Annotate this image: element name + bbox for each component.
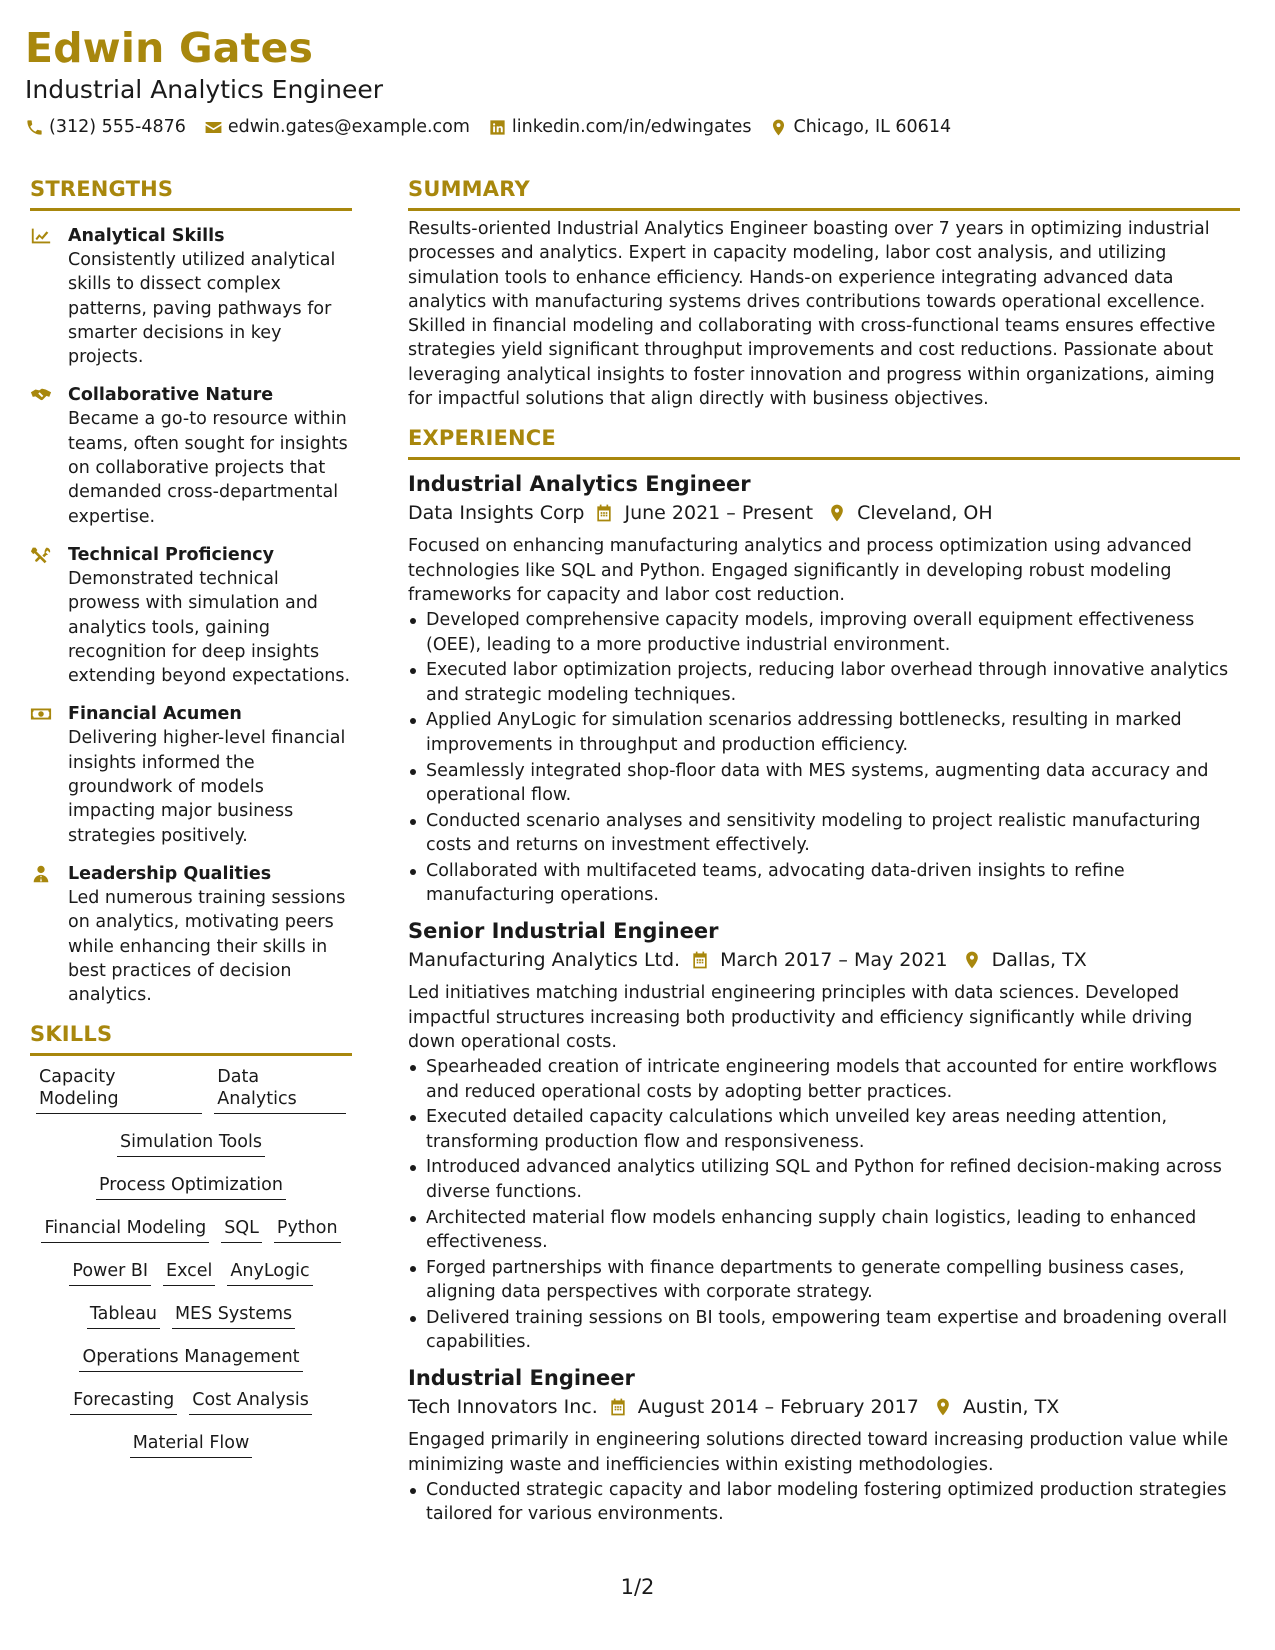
skills-heading: SKILLS <box>30 1021 352 1056</box>
job-bullets <box>408 608 1240 907</box>
skill-tag: Simulation Tools <box>117 1131 265 1157</box>
job-company: Manufacturing Analytics Ltd. <box>408 949 681 972</box>
contact-location <box>769 116 951 138</box>
job-location: Cleveland, OH <box>857 502 993 525</box>
strengths-list <box>30 224 352 1007</box>
strength-text: Consistently utilized analytical skills to dissect complex patterns, paving pathways for smarter decisions in key projects. <box>68 250 336 368</box>
contact-bar <box>25 116 1225 138</box>
strength-item <box>30 702 352 847</box>
job-meta <box>408 947 1240 973</box>
map-pin-icon <box>933 1397 953 1417</box>
phone-icon <box>25 118 44 137</box>
job-title: Industrial Analytics Engineer <box>408 472 751 497</box>
job-bullet: Conducted strategic capacity and labor modeling fostering optimized production strategies tailored for various environments. <box>408 1478 1240 1527</box>
calendar-icon <box>594 503 614 523</box>
handshake-icon <box>30 385 52 405</box>
summary-text: Results-oriented Industrial Analytics Engineer boasting over 7 years in optimizing industrial processes and analytics. Expert in capacity modeling, labor cost analysis, and utilizing simulation tools to enhance efficiency. Hands-on experience integrating advanced data analytics with manufacturing systems drives contributions towards operational excellence. Skilled in financial modeling and collaborating with cross-functional teams ensures effective strategies yield significant throughput improvements and cost reductions. Passionate about leveraging analytical insights to foster innovation and progress within organizations, aiming for impactful solutions that align directly with business objectives. <box>408 219 1216 410</box>
strength-text: Led numerous training sessions on analytics, motivating peers while enhancing their skills in best practices of decision analytics. <box>68 887 346 1006</box>
page-number: 1/2 <box>620 1575 655 1599</box>
job-bullet: Spearheaded creation of intricate engineering models that accounted for entire workflows and reduced operational costs by adopting better practices. <box>408 1055 1240 1104</box>
skill-row <box>35 1217 346 1243</box>
strength-text: Became a go-to resource within teams, often sought for insights on collaborative projects that demanded cross-departmental expertise. <box>68 409 348 527</box>
strength-title: Financial Acumen <box>68 704 242 725</box>
envelope-icon <box>204 118 223 137</box>
contact-linkedin[interactable] <box>488 116 752 138</box>
job-dates: August 2014 – February 2017 <box>637 1396 919 1419</box>
strength-title: Technical Proficiency <box>68 544 274 565</box>
tools-icon <box>30 545 52 565</box>
job-meta <box>408 1394 1240 1420</box>
strength-title: Collaborative Nature <box>68 385 274 406</box>
candidate-title: Industrial Analytics Engineer <box>25 75 384 104</box>
skill-tag: Capacity Modeling <box>36 1066 202 1114</box>
skill-row <box>111 1131 271 1157</box>
job-entry <box>408 1364 1240 1526</box>
left-column <box>30 176 352 1475</box>
job-title: Senior Industrial Engineer <box>408 919 719 944</box>
job-bullet: Delivered training sessions on BI tools, empowering team expertise and broadening overall capabilities. <box>408 1306 1240 1355</box>
job-company: Tech Innovators Inc. <box>408 1396 598 1419</box>
contact-email[interactable] <box>204 116 470 138</box>
phone-text: (312) 555-4876 <box>49 117 186 137</box>
job-bullet: Developed comprehensive capacity models, improving overall equipment effectiveness (OEE), leading to a more productive industrial environment. <box>408 608 1240 657</box>
strength-title: Leadership Qualities <box>68 863 272 884</box>
job-bullet: Seamlessly integrated shop-floor data with MES systems, augmenting data accuracy and operational flow. <box>408 759 1240 808</box>
skill-row <box>63 1260 318 1286</box>
linkedin-icon <box>488 118 507 137</box>
chart-line-icon <box>30 226 52 246</box>
skill-tag: Financial Modeling <box>41 1217 209 1243</box>
calendar-icon <box>690 950 710 970</box>
job-bullets <box>408 1478 1240 1527</box>
skill-tag: Tableau <box>87 1303 160 1329</box>
user-tie-icon <box>30 864 52 884</box>
skill-tag: AnyLogic <box>227 1260 312 1286</box>
job-description: Led initiatives matching industrial engineering principles with data sciences. Developed impactful structures increasing both productivity and efficiency significantly while driving down operational costs. <box>408 983 1193 1052</box>
job-bullet: Collaborated with multifaceted teams, advocating data-driven insights to refine manufacturing operations. <box>408 859 1240 908</box>
job-title: Industrial Engineer <box>408 1366 635 1391</box>
contact-phone <box>25 116 186 138</box>
strength-item <box>30 862 352 1007</box>
map-pin-icon <box>962 950 982 970</box>
skills-list <box>30 1066 352 1475</box>
job-bullet: Applied AnyLogic for simulation scenarios addressing bottlenecks, resulting in marked improvements in throughput and production efficiency. <box>408 708 1240 757</box>
right-column <box>408 176 1240 1528</box>
skill-row <box>73 1346 308 1372</box>
strength-title: Analytical Skills <box>68 226 225 246</box>
strength-item <box>30 224 352 369</box>
skill-tag: Python <box>274 1217 341 1243</box>
job-location: Dallas, TX <box>991 949 1087 972</box>
job-entry <box>408 917 1240 1354</box>
job-bullet: Conducted scenario analyses and sensitivity modeling to project realistic manufacturing costs and returns on investment effectively. <box>408 809 1240 858</box>
job-bullet: Introduced advanced analytics utilizing SQL and Python for refined decision-making across diverse functions. <box>408 1155 1240 1204</box>
email-link[interactable]: edwin.gates@example.com <box>227 117 470 137</box>
strength-item <box>30 543 352 688</box>
job-bullets <box>408 1055 1240 1354</box>
skill-tag: Material Flow <box>130 1432 253 1458</box>
job-dates: March 2017 – May 2021 <box>720 949 948 972</box>
location-text: Chicago, IL 60614 <box>793 117 952 137</box>
skill-row <box>30 1066 352 1114</box>
job-bullet: Executed labor optimization projects, reducing labor overhead through innovative analytics and strategic modeling techniques. <box>408 658 1240 707</box>
skill-row <box>64 1389 318 1415</box>
job-company: Data Insights Corp <box>408 502 585 525</box>
job-bullet: Architected material flow models enhancing supply chain logistics, leading to enhanced effectiveness. <box>408 1206 1240 1255</box>
strength-item <box>30 383 352 528</box>
calendar-icon <box>608 1397 628 1417</box>
strengths-heading: STRENGTHS <box>30 176 352 211</box>
summary-heading: SUMMARY <box>408 176 1240 211</box>
job-entry <box>408 470 1240 907</box>
linkedin-link[interactable]: linkedin.com/in/edwingates <box>511 117 752 137</box>
skill-row <box>90 1174 292 1200</box>
skill-tag: SQL <box>221 1217 262 1243</box>
skill-row <box>81 1303 301 1329</box>
skill-tag: MES Systems <box>172 1303 295 1329</box>
job-description: Focused on enhancing manufacturing analytics and process optimization using advanced technologies like SQL and Python. Engaged significantly in developing robust modeling frameworks for capacity and labor cost reduction. <box>408 536 1192 605</box>
candidate-name: Edwin Gates <box>25 24 314 72</box>
skill-tag: Cost Analysis <box>189 1389 312 1415</box>
skill-row <box>124 1432 259 1458</box>
strength-text: Delivering higher-level financial insights informed the groundwork of models impacting major business strategies positively. <box>68 728 346 846</box>
job-description: Engaged primarily in engineering solutions directed toward increasing production value while minimizing waste and inefficiencies within existing methodologies. <box>408 1430 1229 1475</box>
map-pin-icon <box>827 503 847 523</box>
strength-text: Demonstrated technical prowess with simulation and analytics tools, gaining recognition for deep insights extending beyond expectations. <box>68 568 351 687</box>
skill-tag: Operations Management <box>79 1346 302 1372</box>
skill-tag: Excel <box>163 1260 215 1286</box>
job-meta <box>408 500 1240 526</box>
job-location: Austin, TX <box>962 1396 1060 1419</box>
job-bullet: Forged partnerships with finance departments to generate compelling business cases, aligning data perspectives with corporate strategy. <box>408 1256 1240 1305</box>
skill-tag: Power BI <box>69 1260 151 1286</box>
job-dates: June 2021 – Present <box>624 502 814 525</box>
skill-tag: Forecasting <box>70 1389 177 1415</box>
experience-heading: EXPERIENCE <box>408 425 1240 460</box>
skill-tag: Data Analytics <box>214 1066 346 1114</box>
resume-header <box>25 24 1225 138</box>
money-bill-icon <box>30 704 52 724</box>
map-pin-icon <box>769 118 788 137</box>
job-bullet: Executed detailed capacity calculations which unveiled key areas needing attention, transforming production flow and responsiveness. <box>408 1105 1240 1154</box>
skill-tag: Process Optimization <box>96 1174 286 1200</box>
